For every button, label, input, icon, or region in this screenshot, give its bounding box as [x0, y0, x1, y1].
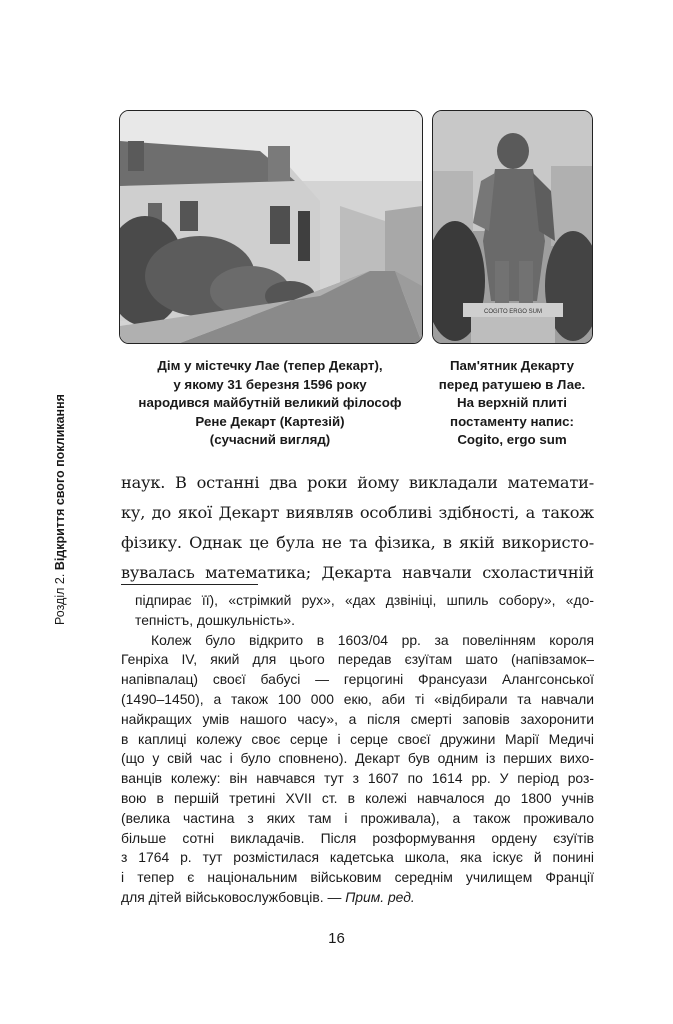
house-caption-line: (сучасний вигляд) [209, 432, 331, 448]
statue-caption-line: постаменту напис: [450, 413, 574, 429]
footnote-line: (що у свій час і було сповнено). Декарт був одним із перших вихо- [121, 750, 594, 767]
footnote-line: і тепер є національним військовим середнім училищем Франції [121, 869, 594, 886]
chapter-side-label [43, 394, 67, 625]
body-line: вувалась математика; Декарта навчали схоластичній [121, 563, 594, 582]
footnote-line: (1490–1450), а також 100 000 екю, аби ті «відбирали та навчали [121, 690, 594, 707]
statue-caption-line: Cogito, ergo sum [457, 432, 567, 448]
footnote-line: Колеж було відкрито в 1603/04 рр. за повелінням короля [151, 631, 594, 648]
footnote-line: ванців колежу: він навчався тут з 1607 по 1614 рр. У період роз- [121, 770, 594, 787]
statue-caption-line: перед ратушею в Лае. [438, 376, 586, 392]
statue-caption-line: На верхній плиті [457, 395, 567, 411]
statue-photo-image [433, 111, 592, 343]
chapter-number: Розділ 2. [53, 573, 67, 625]
footnote-line: вою в першій третині XVII ст. в колежі навчалося до 1800 учнів [121, 789, 594, 806]
footnote-line: більше сотні викладачів. Після розформування ордену єзуїтів [121, 829, 594, 846]
house-photo [119, 110, 423, 344]
house-caption-line: у якому 31 березня 1596 року [173, 376, 367, 392]
statue-caption-line: Пам'ятник Декарту [449, 358, 575, 373]
footnote-line: в каплиці колежу своє серце і серце своєї дружини Марії Медичі [121, 730, 594, 747]
footnote-last-line [121, 888, 594, 908]
footnote-line: підпирає її), «стрімкий рух», «дах дзвініці, шпиль собору», «до- [135, 592, 594, 608]
footnote-line: тепністъ, дошкульність». [135, 611, 295, 628]
editor-note: Прим. ред. [345, 888, 415, 905]
footnote-line: напівпалац) своєї бабусі — герцогині Франсуази Алангсонської [121, 671, 594, 688]
house-caption [120, 357, 420, 450]
house-caption-line: народився майбутній великий філософ [138, 395, 402, 411]
footnote-line: з 1764 р. тут розмістилася кадетська школа, яка іскує й понині [121, 849, 594, 866]
house-photo-image [120, 111, 422, 343]
house-caption-line: Дім у містечку Лае (тепер Декарт), [157, 358, 383, 373]
main-text [121, 468, 594, 588]
footnote [121, 591, 594, 908]
footnote-line: найкращих умів нашого часу», а після смерті заповів захоронити [121, 710, 594, 727]
body-line: ку, до якої Декарт виявляв особливі здібності, а також [121, 503, 594, 522]
footnote-divider [121, 584, 258, 585]
statue-caption [424, 357, 600, 450]
body-line: наук. В останні два роки йому викладали математи- [121, 473, 594, 492]
body-line: фізику. Однак це була не та фізика, в якій використо- [121, 533, 594, 552]
footnote-line: Генріха IV, який для цього передав єзуїтам шато (напівзамок– [121, 651, 594, 668]
page-number: 16 [328, 930, 345, 947]
house-caption-line: Рене Декарт (Картезій) [195, 413, 345, 429]
chapter-title: Відкриття свого покликання [53, 394, 67, 571]
footnote-line: для дітей військовослужбовців. — [121, 888, 342, 905]
pedestal-inscription: COGITO ERGO SUM [484, 309, 542, 315]
footnote-line: (велика частина з яких там і проживала), а також проживало [121, 809, 594, 826]
statue-photo [432, 110, 593, 344]
